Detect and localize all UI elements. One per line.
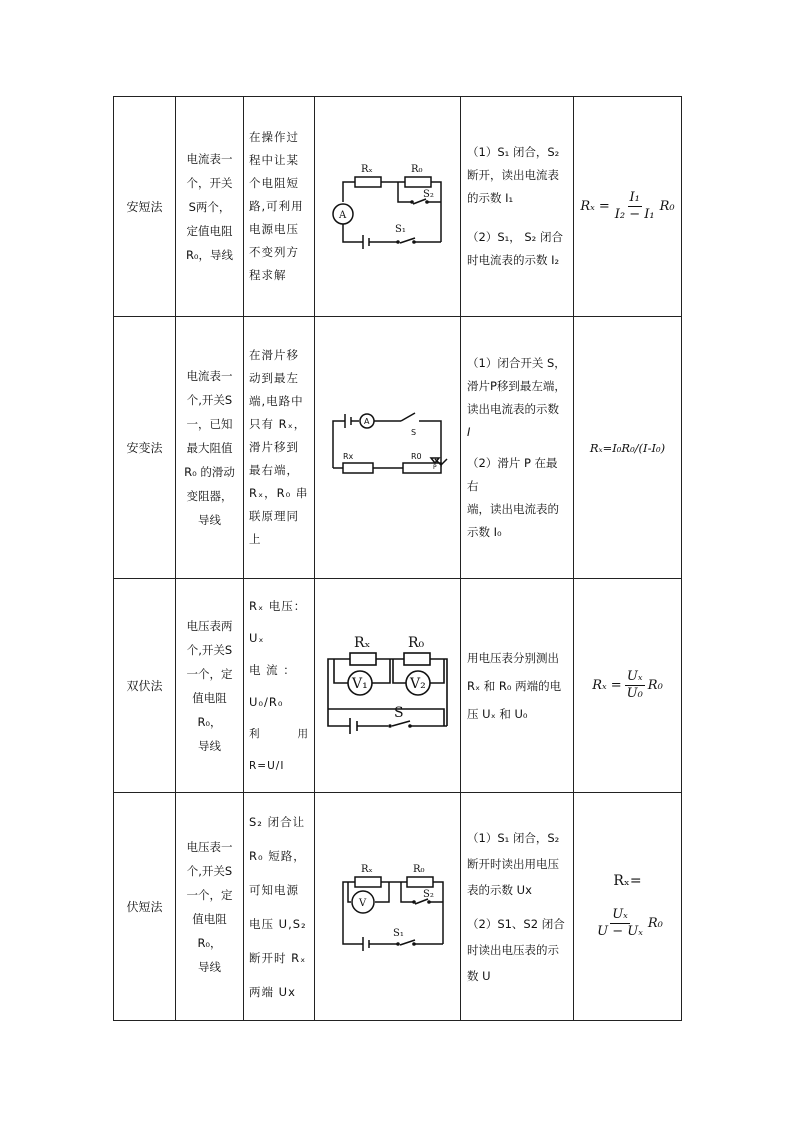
s2-label: S₂ (422, 188, 434, 200)
ammeter-icon: A (338, 209, 346, 221)
method-name: 安短法 (114, 97, 176, 317)
formula-cell: Rₓ=I₀R₀/(I-I₀) (574, 317, 682, 579)
method-name: 双伏法 (114, 579, 176, 793)
formula-cell: Rₓ= $\frac{\text{Uₓ}}{\text{U − Uₓ}}$ R₀ (574, 793, 682, 1021)
circuit-diagram (320, 631, 455, 741)
rx-label: Rₓ (360, 863, 373, 875)
voltmeter-1-icon: V₁ (352, 675, 368, 692)
methods-table (113, 96, 682, 1021)
table-row (114, 579, 682, 793)
equipment-cell: 电流表一 个，开关 S两个， 定值电阻 R₀，导线 (176, 97, 244, 317)
table-row (114, 97, 682, 317)
method-name: 伏短法 (114, 793, 176, 1021)
principle-cell: S₂ 闭合让 R₀ 短路， 可知电源 电压 U,S₂ 断开时 Rₓ 两端 Ux (244, 793, 315, 1021)
steps-cell: 用电压表分别测出 Rₓ 和 R₀ 两端的电 压 Uₓ 和 U₀ (461, 579, 574, 793)
steps-cell: （1）闭合开关 S， 滑片P移到最左端， 读出电流表的示数 I （2）滑片 P 在最右 端，读出电流表的 示数 I₀ (461, 317, 574, 579)
s1-label: S₁ (392, 927, 404, 939)
s-label: S (410, 427, 416, 437)
steps-cell: （1）S₁ 闭合，S₂ 断开，读出电流表 的示数 I₁ （2）S₁， S₂ 闭合 时电流表的示数 I₂ (461, 97, 574, 317)
method-name: 安变法 (114, 317, 176, 579)
circuit-diagram (323, 403, 453, 493)
circuit-diagram-cell (315, 317, 461, 579)
rx-label: Rₓ (360, 163, 373, 175)
rx-label: Rₓ (354, 634, 371, 651)
s1-label: S₁ (394, 223, 406, 235)
r0-label: R₀ (412, 863, 425, 875)
formula-cell: Rₓ = $\frac{\text{Uₓ}}{\text{U₀}}$ R₀ (574, 579, 682, 793)
voltmeter-icon: V (358, 897, 366, 909)
circuit-diagram (323, 852, 453, 962)
principle-cell: 在滑片移 动到最左 端,电路中 只有 Rₓ， 滑片移到 最右端， Rₓ，R₀ 串 联原理同 上 (244, 317, 315, 579)
circuit-diagram-cell (315, 97, 461, 317)
s2-label: S₂ (422, 888, 434, 900)
equipment-cell: 电压表两 个,开关S 一个，定 值电阻 R₀， 导线 (176, 579, 244, 793)
p-label: P (432, 463, 437, 471)
circuit-diagram-cell (315, 793, 461, 1021)
ammeter-icon: A (363, 416, 369, 426)
formula-cell: Rₓ = $\frac{\text{I₁}}{\text{I₂ − I₁}}$ R₀ (574, 97, 682, 317)
s-label: S (394, 704, 404, 721)
rx-label: Rx (342, 451, 353, 461)
table-row (114, 793, 682, 1021)
r0-label: R₀ (410, 163, 423, 175)
r0-label: R₀ (408, 634, 425, 651)
equipment-cell: 电压表一 个,开关S 一个，定 值电阻 R₀， 导线 (176, 793, 244, 1021)
principle-cell: Rₓ 电压： Uₓ 电 流 ： U₀/R₀ 利用 R=U/I (244, 579, 315, 793)
circuit-diagram-cell (315, 579, 461, 793)
equipment-cell: 电流表一 个,开关S 一，已知 最大阻值 R₀ 的滑动 变阻器， 导线 (176, 317, 244, 579)
steps-cell: （1）S₁ 闭合，S₂ 断开时读出用电压 表的示数 Ux （2）S1、S2 闭合 时读出电压表的示 数 U (461, 793, 574, 1021)
table-row (114, 317, 682, 579)
r0-label: R0 (410, 451, 422, 461)
voltmeter-2-icon: V₂ (410, 675, 426, 692)
principle-cell: 在操作过 程中让某 个电阻短 路,可利用 电源电压 不变列方 程求解 (244, 97, 315, 317)
circuit-diagram (323, 152, 453, 262)
